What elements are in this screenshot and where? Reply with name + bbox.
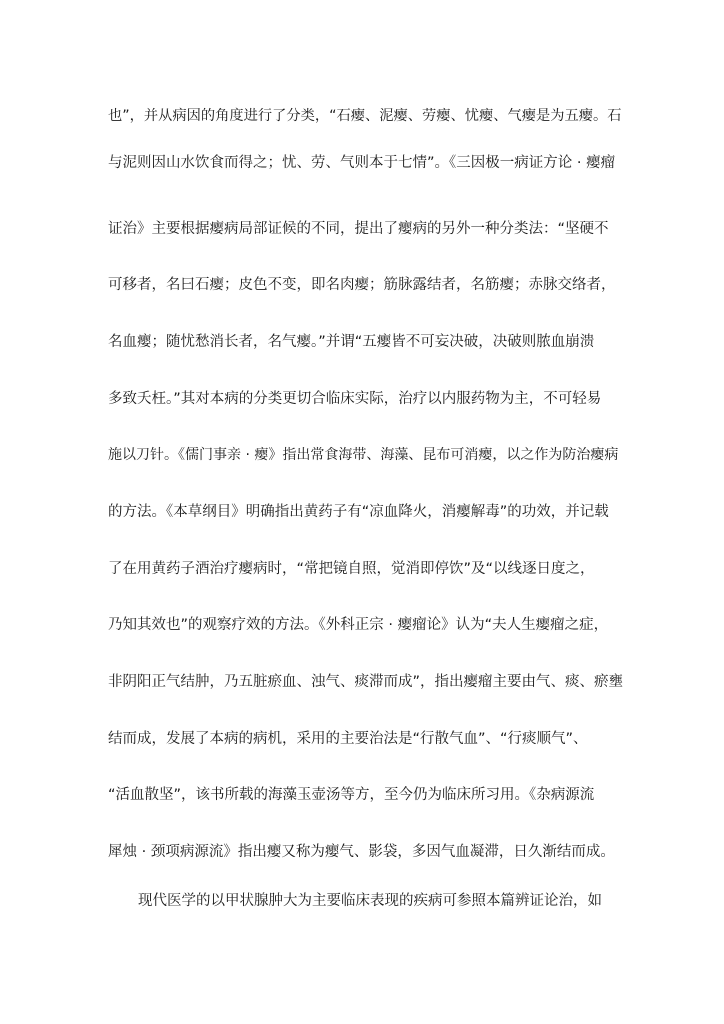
text-line: 可移者，名曰石瘿；皮色不变，即名肉瘿；筋脉露结者，名筋瘿；赤脉交络者，: [108, 277, 616, 293]
text-line: 多致夭枉。”其对本病的分类更切合临床实际，治疗以内服药物为主，不可轻易: [108, 391, 602, 407]
text-line: 名血瘿；随忧愁消长者，名气瘿。”并谓“五瘿皆不可妄决破，决破则脓血崩溃: [108, 334, 595, 350]
text-line: 非阴阳正气结肿，乃五脏瘀血、浊气、痰滞而成”，指出瘿瘤主要由气、痰、瘀壅: [108, 674, 624, 690]
text-line: 证治》主要根据瘿病局部证候的不同，提出了瘿病的另外一种分类法：“坚硬不: [108, 221, 609, 237]
text-line: 施以刀针。《儒门事亲 · 瘿》指出常食海带、海藻、昆布可消瘿，以之作为防治瘿病: [108, 447, 619, 463]
text-line: 的方法。《本草纲目》明确指出黄药子有“凉血降火，消瘿解毒”的功效，并记载: [108, 504, 609, 520]
text-line: “活血散坚”，该书所载的海藻玉壶汤等方，至今仍为临床所习用。《杂病源流: [108, 787, 595, 803]
text-line: 乃知其效也”的观察疗效的方法。《外科正宗 · 瘿瘤论》认为“夫人生瘿瘤之症，: [108, 617, 609, 633]
text-line: 犀烛 · 颈项病源流》指出瘿又称为瘿气、影袋，多因气血凝滞，日久渐结而成。: [108, 844, 615, 860]
text-line: 结而成，发展了本病的病机，采用的主要治法是“行散气血”、“行痰顺气”、: [108, 731, 588, 747]
text-line: 了在用黄药子酒治疗瘿病时，“常把镜自照，觉消即停饮”及“以线逐日度之，: [108, 561, 595, 577]
text-line: 也”，并从病因的角度进行了分类，“石瘿、泥瘿、劳瘿、忧瘿、气瘿是为五瘿。石: [108, 108, 622, 124]
text-line: 现代医学的以甲状腺肿大为主要临床表现的疾病可参照本篇辨证论治，如: [138, 893, 602, 909]
text-line: 与泥则因山水饮食而得之；忧、劳、气则本于七情”。《三因极一病证方论 · 瘿瘤: [108, 155, 616, 171]
